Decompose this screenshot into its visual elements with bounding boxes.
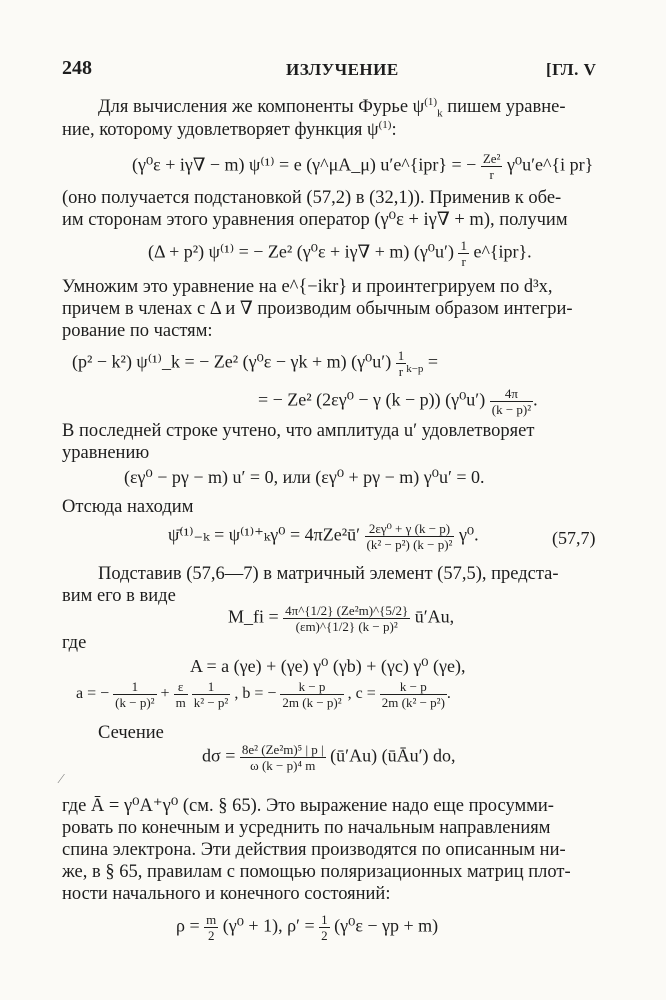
- equation: a = − $\frac{1}{\text{(k − p)²}}$ + $\frac{\varepsilon}{m}$ $\frac{1}{\text{k² − p²}}$ , b = − $\frac{k - p}{\text{2m (k − p)²}}$ , c = $\frac{k - p}{\text{2m (k² − p²)}}$ .: [76, 679, 451, 710]
- paragraph-line: Отсюда находим: [62, 497, 194, 517]
- equation: (γ⁰ε + iγ∇ − m) ψ⁽¹⁾ = e (γ^μA_μ) u′e^{ipr} = − $\frac{\text{Ze²}}{r}$ γ⁰u′e^{i pr}: [132, 151, 594, 182]
- paragraph-line: Для вычисления же компоненты Фурье $\psi^{(1)}_k$ пишем уравне-: [98, 95, 566, 120]
- paragraph-line: В последней строке учтено, что амплитуда u′ удовлетворяет: [62, 421, 535, 441]
- paragraph-line: Сечение: [98, 723, 164, 743]
- paragraph-line: Умножим это уравнение на e^{−ikr} и проинтегрируем по d³x,: [62, 277, 553, 297]
- paragraph-line: ровать по конечным и усреднить по начальным направлениям: [62, 818, 551, 838]
- equation: (Δ + p²) ψ⁽¹⁾ = − Ze² (γ⁰ε + iγ∇ + m) (γ⁰u′) $\frac{1}{r}$ e^{ipr}.: [148, 238, 532, 269]
- paragraph-line: где: [62, 633, 87, 653]
- equation: dσ = $\frac{\text{8e² (Ze²m)⁵ | p |}}{\text{ω (k − p)⁴ m}}$ (ū′Au) (ūĀu′) do,: [202, 742, 456, 773]
- equation-number: (57,7): [552, 528, 596, 548]
- equation: ψ̄⁽¹⁾₋ₖ = ψ⁽¹⁾⁺ₖγ⁰ = 4πZe²ū′ $\frac{\text{2εγ⁰ + γ (k − p)}}{\text{(k² − p²) (k − p)²}}$ γ⁰.: [168, 521, 479, 552]
- paragraph-line: где Ā = γ⁰A⁺γ⁰ (см. § 65). Это выражение надо еще просумми-: [62, 796, 554, 816]
- paragraph-line: ности начального и конечного состояний:: [62, 884, 391, 904]
- chapter-label: [ГЛ. V: [546, 60, 597, 79]
- margin-mark: ⁄: [60, 772, 63, 787]
- running-title: ИЗЛУЧЕНИЕ: [286, 60, 399, 79]
- equation: M_fi = $\frac{\text{4π\textasciicircum{}\{1/2\} (Ze²m)\textasciicircum{}\{5/2\}}}{\text{(εm)\textasciicircum{}\{1/2\} (k − p)²}}$ ū′Au,: [228, 603, 455, 634]
- paragraph-line: рование по частям:: [62, 321, 213, 341]
- equation: (p² − k²) ψ⁽¹⁾_k = − Ze² (γ⁰ε − γk + m) (γ⁰u′) $\frac{1}{r}$ $_{k-p}$ =: [72, 348, 439, 379]
- equation: (εγ⁰ − pγ − m) u′ = 0, или (εγ⁰ + pγ − m) γ⁰u′ = 0.: [124, 467, 485, 487]
- paragraph-line: ние, которому удовлетворяет функция $\psi^{(1)}$:: [62, 118, 397, 140]
- paragraph-line: уравнению: [62, 443, 150, 463]
- paragraph-line: же, в § 65, правилам с помощью поляризационных матриц плот-: [62, 862, 571, 882]
- equation: A = a (γe) + (γe) γ⁰ (γb) + (γc) γ⁰ (γe),: [190, 656, 466, 676]
- page-number: 248: [62, 57, 92, 79]
- paragraph-line: причем в членах с Δ и ∇ производим обычным образом интегри-: [62, 299, 573, 319]
- equation: ρ = $\frac{m}{2}$ (γ⁰ + 1), ρ′ = $\frac{1}{2}$ (γ⁰ε − γp + m): [176, 912, 439, 943]
- paragraph-line: Подставив (57,6—7) в матричный элемент (57,5), предста-: [98, 564, 559, 584]
- paragraph-line: вим его в виде: [62, 586, 176, 606]
- paragraph-line: им сторонам этого уравнения оператор (γ⁰ε + iγ∇ + m), получим: [62, 210, 568, 230]
- equation: = − Ze² (2εγ⁰ − γ (k − p)) (γ⁰u′) $\frac{4\pi}{\text{(k − p)²}}$ .: [258, 386, 538, 417]
- paragraph-line: спина электрона. Эти действия производятся по описанным ни-: [62, 840, 566, 860]
- paragraph-line: (оно получается подстановкой (57,2) в (32,1)). Применив к обе-: [62, 188, 562, 208]
